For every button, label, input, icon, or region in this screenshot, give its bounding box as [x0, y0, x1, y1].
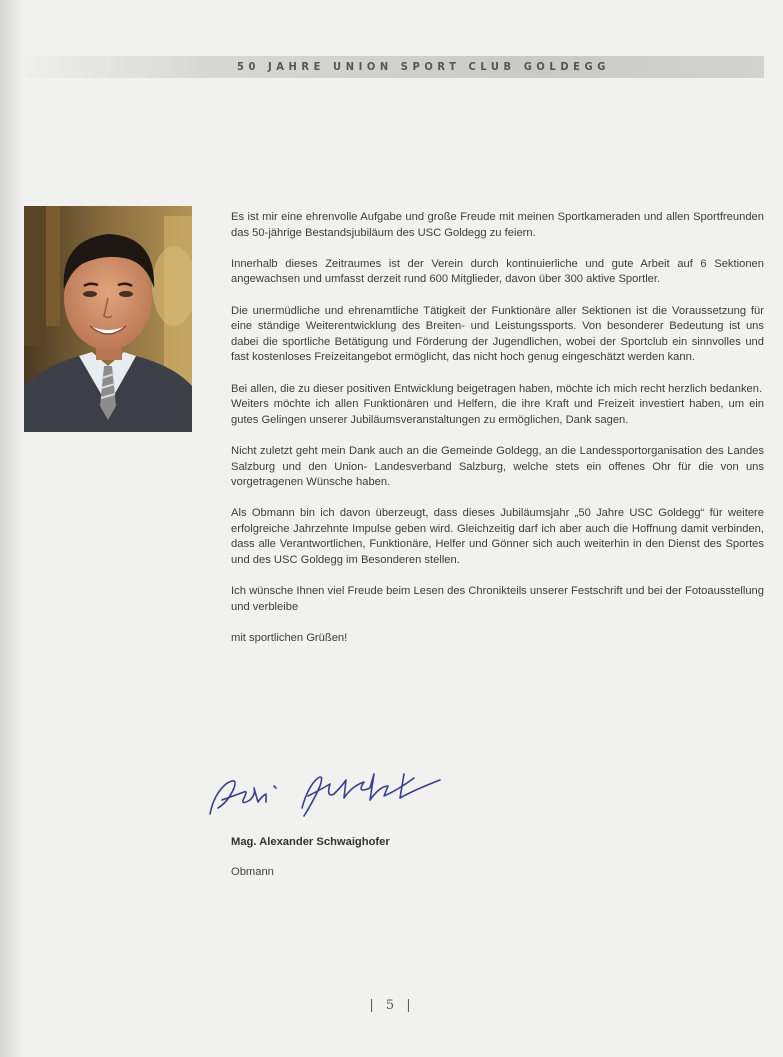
signer-name: Mag. Alexander Schwaighofer — [231, 836, 390, 848]
letter-paragraph: Als Obmann bin ich davon überzeugt, dass dieses Jubiläumsjahr „50 Jahre USC Goldegg“ für weitere erfolgreiche Jahrzehnte Impulse geben wird. Gleichzeitig darf ich aber auch die Hoffnung damit verbinden, dass alle Verantwortlichen, Funktionäre, Helfer und Gönner sich auch weiterhin in den Dienst des Sportes und des USC Goldegg im Besonderen stellen. — [231, 507, 764, 567]
letter-paragraph: Es ist mir eine ehrenvolle Aufgabe und große Freude mit meinen Sportkameraden und allen Sportfreunden das 50-jährige Bestandsjubiläum des USC Goldegg zu feiern. — [231, 211, 764, 239]
letter-paragraph: Weiters möchte ich allen Funktionären und Helfern, die ihre Kraft und Freizeit investiert haben, um ein gutes Gelingen unserer Jubiläumsveranstaltungen zu ermöglichen, Dank sagen. — [231, 398, 764, 426]
page-edge-shadow — [0, 0, 22, 1057]
letter-paragraph: Nicht zuletzt geht mein Dank auch an die Gemeinde Goldegg, an die Landessportorganisation des Landes Salzburg und den Union- Landesverband Salzburg, welche stets ein offenes Ohr für die von uns vorgetragenen Wünsche haben. — [231, 444, 764, 489]
signer-role: Obmann — [231, 866, 274, 878]
page-number: | 5 | — [369, 998, 415, 1013]
page-header-title: 50 JAHRE UNION SPORT CLUB GOLDEGG — [237, 60, 610, 73]
handwritten-signature — [204, 764, 456, 824]
letter-greeting: mit sportlichen Grüßen! — [231, 632, 348, 645]
letter-paragraph: Die unermüdliche und ehrenamtliche Tätigkeit der Funktionäre aller Sektionen ist die Voraussetzung für eine ständige Weiterentwicklung des Breiten- und Leistungssports. Von besonderer Bedeutung ist uns dabei die sportliche Betätigung und Förderung der Jugendlichen, wobei der Sportclub ein sinnvolles und fast kostenloses Freizeitangebot ermöglicht, das nicht hoch genug eingeschätzt werden kann. — [231, 304, 764, 364]
letter-paragraph: Bei allen, die zu dieser positiven Entwicklung beigetragen haben, möchte ich mich recht herzlich bedanken. — [231, 382, 763, 395]
letter-paragraph: Ich wünsche Ihnen viel Freude beim Lesen des Chronikteils unserer Festschrift und bei der Fotoausstellung und verbleibe — [231, 585, 764, 613]
letter-body — [231, 210, 764, 662]
letter-paragraph: Innerhalb dieses Zeitraumes ist der Verein durch kontinuierliche und gute Arbeit auf 6 Sektionen angewachsen und umfasst derzeit rund 600 Mitglieder, davon über 300 aktive Sportler. — [231, 257, 764, 286]
portrait-photo — [24, 206, 192, 432]
